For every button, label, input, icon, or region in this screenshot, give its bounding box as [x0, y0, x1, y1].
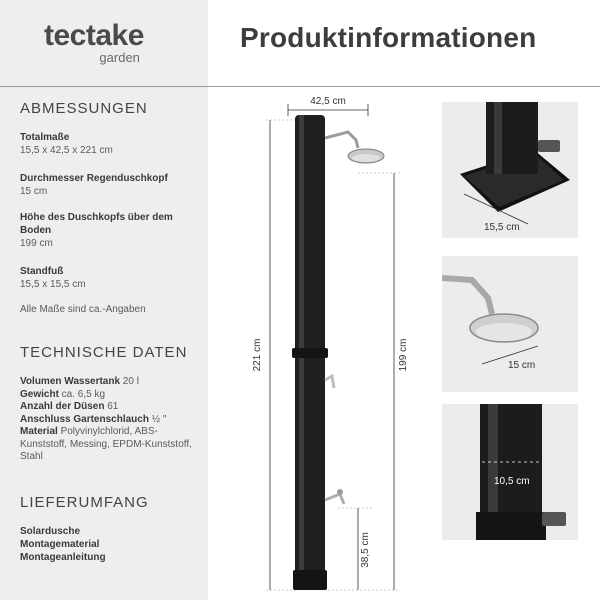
tech-row [20, 426, 202, 464]
spec-value: 15,5 x 42,5 x 221 cm [20, 145, 113, 156]
page-title: Produktinformationen [240, 22, 537, 53]
width-dimension [288, 96, 368, 116]
tap-height-dimension [338, 508, 373, 590]
height-dimension [252, 120, 296, 590]
technical-spec-list [20, 376, 202, 464]
head-height-label: 199 cm [398, 338, 409, 372]
tech-label: Gewicht [20, 388, 59, 400]
spec-value: 15 cm [20, 186, 48, 197]
tech-label: Anschluss Gartenschlauch [20, 413, 149, 425]
section-heading-technical: TECHNISCHE DATEN [20, 344, 188, 361]
detail-label: 15,5 cm [484, 222, 520, 233]
spec-item [20, 211, 195, 250]
brand-logo [44, 19, 144, 65]
shower-handle [325, 376, 334, 388]
tech-label: Volumen Wassertank [20, 376, 121, 387]
brand-sub: garden [99, 50, 140, 65]
spec-value: 15,5 x 15,5 cm [20, 279, 86, 290]
shower-diagram [208, 90, 423, 600]
scope-list [20, 525, 106, 564]
tech-value: Polyvinylchlorid, ABS-Kunststoff, Messing, EPDM-Kunststoff, Stahl [20, 426, 192, 462]
detail-photo-base [442, 102, 578, 238]
detail-photo-head [442, 256, 578, 392]
shower-pole [292, 115, 328, 590]
height-label: 221 cm [252, 338, 263, 372]
section-heading-scope: LIEFERUMFANG [20, 494, 149, 511]
tech-label: Anzahl der Düsen [20, 401, 105, 412]
section-heading-dimensions: ABMESSUNGEN [20, 100, 148, 117]
detail-photo-pole [442, 404, 578, 540]
tech-value: ½ " [148, 413, 167, 425]
scope-item: Montageanleitung [20, 552, 106, 563]
detail-label: 10,5 cm [494, 476, 530, 487]
water-tap [325, 489, 344, 504]
tech-label: Material [20, 426, 58, 437]
spec-label: Standfuß [20, 266, 64, 277]
tap-height-label: 38,5 cm [360, 532, 371, 568]
detail-label: 15 cm [508, 360, 536, 371]
spec-label: Durchmesser Regenduschkopf [20, 173, 168, 184]
spec-item [20, 131, 200, 157]
width-label: 42,5 cm [310, 96, 346, 107]
dimensions-note: Alle Maße sind ca.-Angaben [20, 304, 146, 315]
spec-label: Höhe des Duschkopfs über dem Boden [20, 212, 173, 236]
spec-item [20, 172, 200, 198]
header-divider [0, 86, 600, 87]
tech-value: 20 l [120, 376, 139, 387]
tech-row [20, 376, 202, 389]
tech-row [20, 414, 202, 427]
brand-name: tectake [44, 19, 144, 52]
shower-head [325, 132, 384, 163]
tech-row [20, 389, 202, 402]
tech-value: ca. 6,5 kg [58, 388, 106, 400]
tech-row [20, 401, 202, 414]
head-height-dimension [328, 173, 409, 590]
spec-value: 199 cm [20, 238, 53, 249]
scope-item: Solardusche [20, 526, 81, 537]
spec-label: Totalmaße [20, 132, 70, 143]
scope-item: Montagematerial [20, 539, 100, 550]
spec-item [20, 265, 200, 291]
tech-value: 61 [104, 401, 119, 412]
